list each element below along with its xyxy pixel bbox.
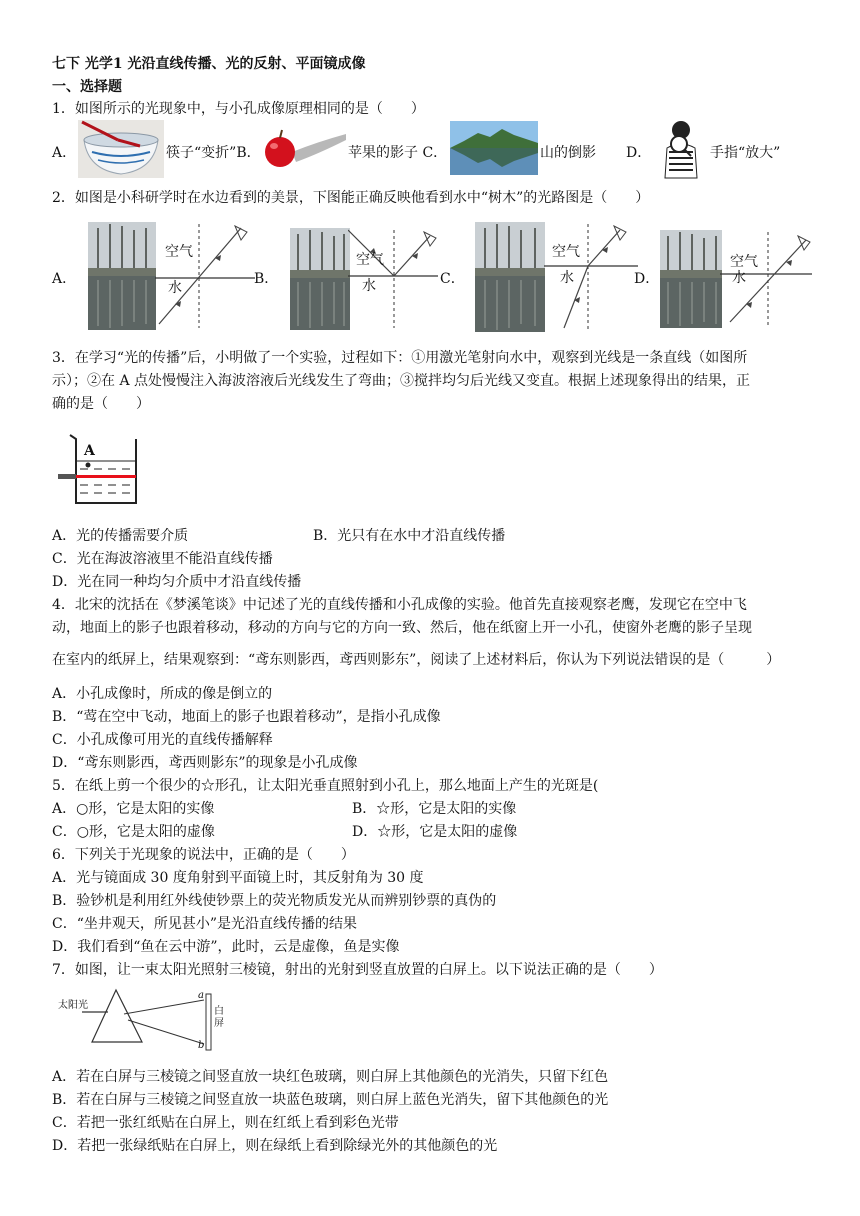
q6-option-b[interactable]: B．验钞机是利用红外线使钞票上的荧光物质发光从而辨别钞票的真伪的: [52, 893, 497, 909]
q1-option-a-label: A．: [52, 145, 77, 161]
q2-c-water-label: 水: [560, 270, 574, 286]
q7-option-c[interactable]: C．若把一张红纸贴在白屏上，则在红纸上看到彩色光带: [52, 1115, 399, 1131]
q2-photo-c: [475, 222, 545, 332]
q1-stem: 1．如图所示的光现象中，与小孔成像原理相同的是（ ）: [52, 101, 425, 117]
q2-d-water-label: 水: [732, 270, 746, 286]
q7-option-a[interactable]: A．若在白屏与三棱镜之间竖直放一块红色玻璃，则白屏上其他颜色的光消失，只留下红色: [52, 1069, 609, 1085]
q5-option-b[interactable]: B．☆形，它是太阳的实像: [352, 801, 517, 817]
q7-screen-label: 白屏: [214, 1006, 224, 1029]
page-title: 七下 光学1 光沿直线传播、光的反射、平面镜成像: [52, 56, 366, 72]
q4-stem-line1: 4．北宋的沈括在《梦溪笔谈》中记述了光的直线传播和小孔成像的实验。他首先直接观察老鹰，发现它在空中飞: [52, 597, 747, 613]
q4-option-a[interactable]: A．小孔成像时，所成的像是倒立的: [52, 686, 273, 702]
mountain-reflection-image: [450, 121, 538, 175]
q2-ray-diagram-a: [155, 222, 255, 330]
q3-beaker-laser-figure: [58, 433, 140, 507]
q2-option-d-label: D．: [634, 271, 660, 287]
q2-option-a-label: A．: [52, 271, 77, 287]
q4-option-b[interactable]: B．“莺在空中飞动，地面上的影子也跟着移动”，是指小孔成像: [52, 709, 441, 725]
q6-option-d[interactable]: D．我们看到“鱼在云中游”，此时，云是虚像，鱼是实像: [52, 939, 400, 955]
q4-option-c[interactable]: C．小孔成像可用光的直线传播解释: [52, 732, 273, 748]
q3-point-a-label: A: [84, 443, 95, 459]
q2-stem: 2．如图是小科研学时在水边看到的美景，下图能正确反映他看到水中“树木”的光路图是（ ）: [52, 190, 650, 206]
q7-stem: 7．如图，让一束太阳光照射三棱镜，射出的光射到竖直放置的白屏上。以下说法正确的是（ ）: [52, 962, 663, 978]
q1-option-c-text: 山的倒影: [540, 145, 596, 161]
q5-option-d[interactable]: D．☆形，它是太阳的虚像: [352, 824, 518, 840]
q2-ray-diagram-c: [544, 222, 638, 332]
magnifier-person-image: [655, 120, 707, 180]
q6-option-c[interactable]: C．“坐井观天，所见甚小”是光沿直线传播的结果: [52, 916, 358, 932]
bowl-chopstick-image: [78, 120, 164, 178]
q5-option-c[interactable]: C．○形，它是太阳的虚像: [52, 824, 215, 840]
q7-option-d[interactable]: D．若把一张绿纸贴在白屏上，则在绿纸上看到除绿光外的其他颜色的光: [52, 1138, 498, 1154]
q3-stem-line2: 示）；②在 A 点处慢慢注入海波溶液后光线发生了弯曲；③搅拌均匀后光线又变直。根据上述现象得出的结果，正: [52, 373, 751, 389]
q7-option-b[interactable]: B．若在白屏与三棱镜之间竖直放一块蓝色玻璃，则白屏上蓝色光消失，留下其他颜色的光: [52, 1092, 609, 1108]
q7-prism-figure: [58, 986, 238, 1056]
q2-b-air-label: 空气: [356, 252, 384, 268]
q2-photo-a: [88, 222, 156, 330]
q7-b-mark: b: [198, 1040, 205, 1051]
q4-stem-line3: 在室内的纸屏上，结果观察到：“鸢东则影西，鸢西则影东”，阅读了上述材料后，你认为下列说法错误的是（ ）: [52, 652, 781, 668]
apple-shadow-image: [262, 124, 346, 170]
q3-stem-line1: 3．在学习“光的传播”后，小明做了一个实验，过程如下：①用激光笔射向水中，观察到光线是一条直线（如图所: [52, 350, 748, 366]
q5-stem: 5．在纸上剪一个很少的☆形孔，让太阳光垂直照射到小孔上，那么地面上产生的光斑是(: [52, 778, 599, 794]
q2-option-c-label: C．: [440, 271, 465, 287]
q6-option-a[interactable]: A．光与镜面成 30 度角射到平面镜上时，其反射角为 30 度: [52, 870, 424, 886]
q3-option-a[interactable]: A．光的传播需要介质: [52, 528, 189, 544]
q7-a-mark: a: [198, 990, 204, 1001]
q1-option-d-text: 手指“放大”: [710, 145, 781, 161]
q3-stem-line3: 确的是（ ）: [52, 396, 150, 412]
q2-photo-b: [290, 228, 350, 330]
q2-b-water-label: 水: [362, 278, 376, 294]
section-heading: 一、选择题: [52, 79, 122, 95]
q1-option-b-text: 苹果的影子 C．: [348, 145, 448, 161]
q1-option-d-label: D．: [626, 145, 652, 161]
q6-stem: 6．下列关于光现象的说法中，正确的是（ ）: [52, 847, 355, 863]
q3-option-c[interactable]: C．光在海波溶液里不能沿直线传播: [52, 551, 273, 567]
q3-option-b[interactable]: B．光只有在水中才沿直线传播: [313, 528, 506, 544]
q4-stem-line2: 动，地面上的影子也跟着移动，移动的方向与它的方向一致、然后，他在纸窗上开一小孔，使窗外老鹰的影子呈现: [52, 620, 752, 636]
q4-option-d[interactable]: D．“鸢东则影西，鸢西则影东”的现象是小孔成像: [52, 755, 358, 771]
q2-option-b-label: B．: [254, 271, 279, 287]
q5-option-a[interactable]: A．○形，它是太阳的实像: [52, 801, 215, 817]
q7-sun-label: 太阳光: [58, 1000, 88, 1011]
q2-a-water-label: 水: [168, 280, 182, 296]
q2-a-air-label: 空气: [165, 244, 193, 260]
q1-option-a-text: 筷子“变折”B．: [166, 145, 261, 161]
q2-c-air-label: 空气: [552, 244, 580, 260]
q2-d-air-label: 空气: [730, 254, 758, 270]
q3-option-d[interactable]: D．光在同一种均匀介质中才沿直线传播: [52, 574, 302, 590]
q2-photo-d: [660, 230, 722, 328]
